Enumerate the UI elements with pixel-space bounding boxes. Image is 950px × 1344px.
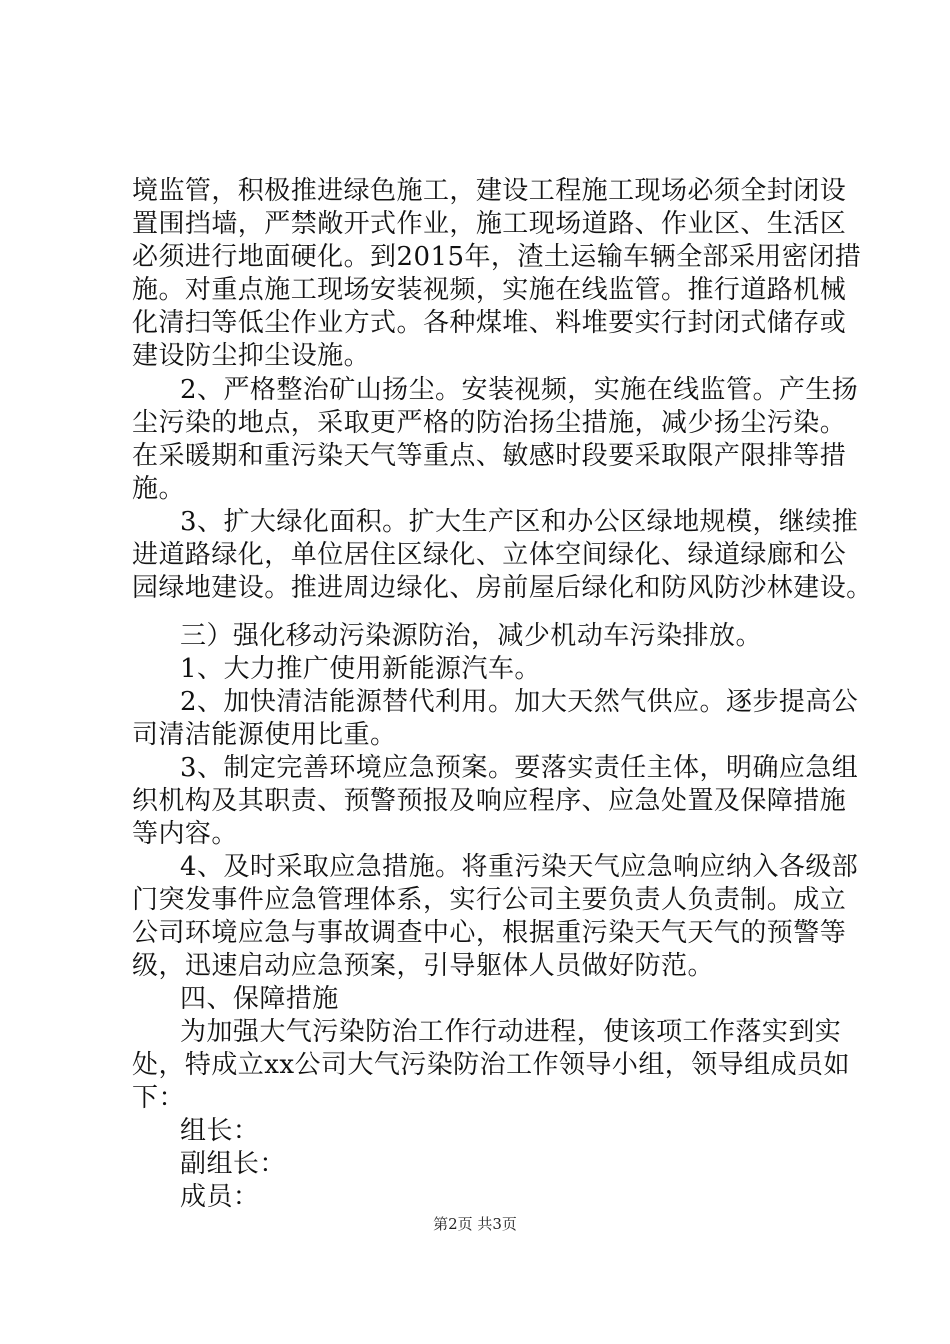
text-line: 为加强大气污染防治工作行动进程，使该项工作落实到实 — [180, 1017, 842, 1047]
text-line: 化清扫等低尘作业方式。各种煤堆、料堆要实行封闭式储存或 — [132, 308, 847, 338]
text-line: 必须进行地面硬化。到2015年，渣土运输车辆全部采用密闭措 — [132, 242, 862, 272]
text-line: 尘污染的地点，采取更严格的防治扬尘措施，减少扬尘污染。 — [132, 408, 847, 438]
text-line: 处，特成立xx公司大气污染防治工作领导小组，领导组成员如 — [132, 1050, 850, 1080]
text-line: 级，迅速启动应急预案，引导躯体人员做好防范。 — [132, 951, 714, 981]
text-line: 2、加快清洁能源替代利用。加大天然气供应。逐步提高公 — [180, 687, 859, 717]
text-line: 司清洁能源使用比重。 — [132, 720, 397, 750]
text-line: 置围挡墙，严禁敞开式作业，施工现场道路、作业区、生活区 — [132, 209, 847, 239]
text-line: 园绿地建设。推进周边绿化、房前屋后绿化和防风防沙林建设。 — [132, 573, 873, 603]
page-footer: 第2页 共3页 — [433, 1215, 517, 1233]
text-line: 在采暖期和重污染天气等重点、敏感时段要采取限产限排等措 — [132, 441, 847, 471]
text-line: 副组长： — [180, 1149, 286, 1179]
text-line: 进道路绿化，单位居住区绿化、立体空间绿化、绿道绿廊和公 — [132, 540, 847, 570]
text-line: 4、及时采取应急措施。将重污染天气应急响应纳入各级部 — [180, 852, 859, 882]
section-heading: 四、保障措施 — [180, 984, 339, 1014]
text-line: 建设防尘抑尘设施。 — [132, 341, 371, 371]
text-line: 门突发事件应急管理体系，实行公司主要负责人负责制。成立 — [132, 885, 847, 915]
text-line: 等内容。 — [132, 819, 238, 849]
text-line: 施。对重点施工现场安装视频，实施在线监管。推行道路机械 — [132, 275, 847, 305]
text-line: 组长： — [180, 1116, 260, 1146]
section-heading: 三）强化移动污染源防治，减少机动车污染排放。 — [180, 621, 762, 651]
text-line: 2、严格整治矿山扬尘。安装视频，实施在线监管。产生扬 — [180, 375, 859, 405]
text-line: 织机构及其职责、预警预报及响应程序、应急处置及保障措施 — [132, 786, 847, 816]
text-line: 下： — [132, 1083, 185, 1113]
text-line: 施。 — [132, 474, 185, 504]
text-line: 3、制定完善环境应急预案。要落实责任主体，明确应急组 — [180, 753, 859, 783]
text-line: 成员： — [180, 1182, 260, 1212]
text-line: 3、扩大绿化面积。扩大生产区和办公区绿地规模，继续推 — [180, 507, 859, 537]
text-line: 1、大力推广使用新能源汽车。 — [180, 654, 541, 684]
text-line: 公司环境应急与事故调查中心，根据重污染天气天气的预警等 — [132, 918, 847, 948]
text-line: 境监管，积极推进绿色施工，建设工程施工现场必须全封闭设 — [132, 176, 847, 206]
